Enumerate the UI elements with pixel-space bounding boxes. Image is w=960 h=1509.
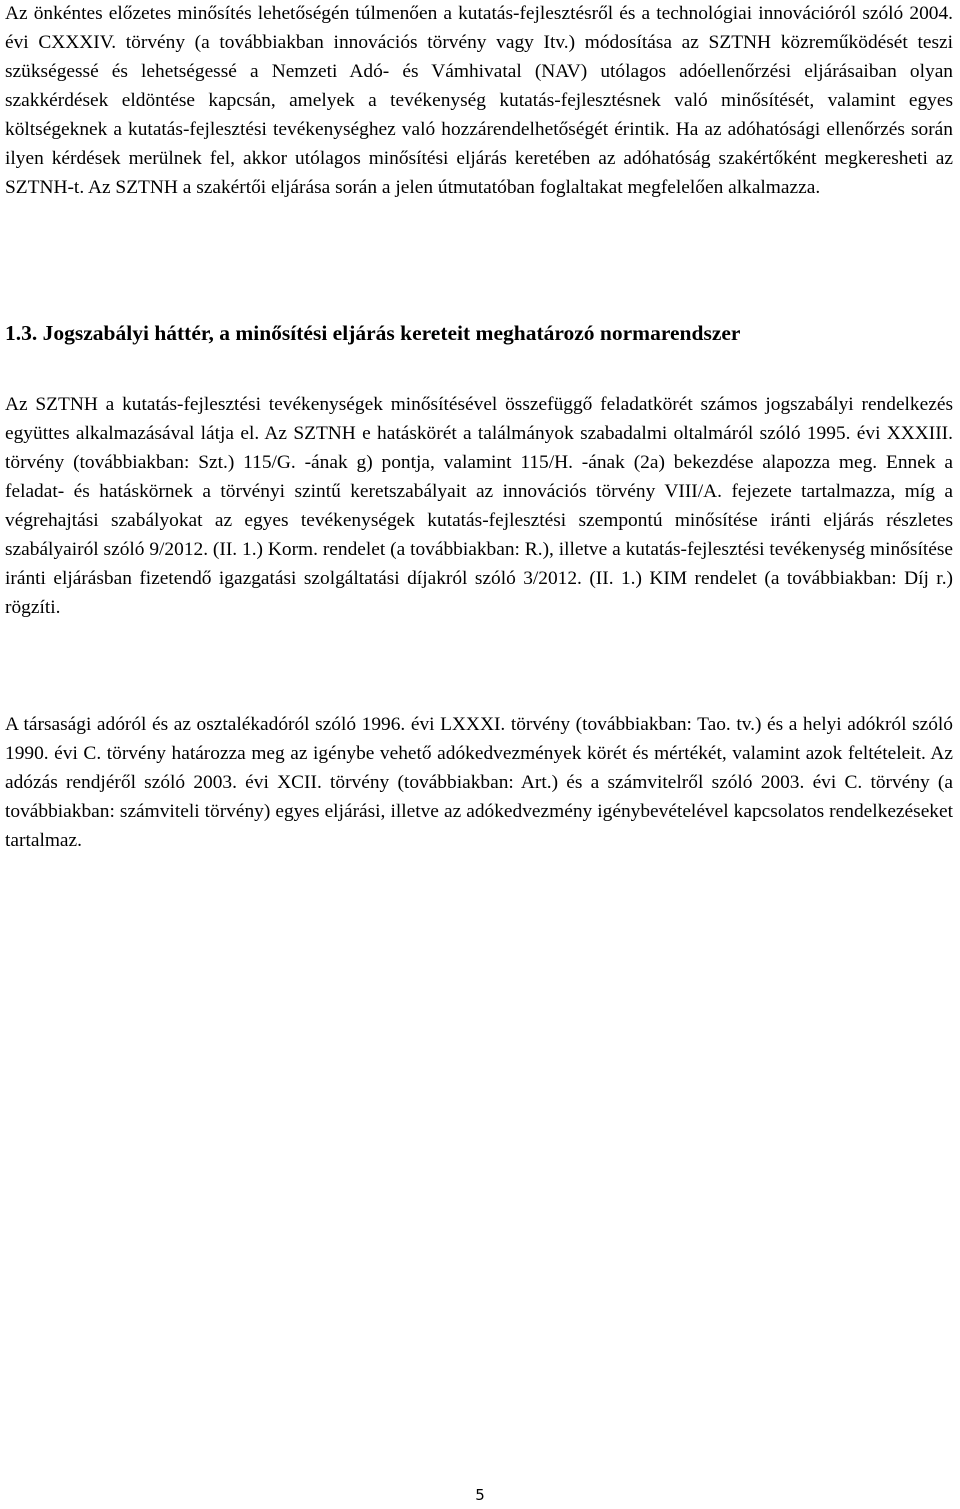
body-paragraph: Az SZTNH a kutatás-fejlesztési tevékenységek minősítésével összefüggő feladatkörét számos jogszabályi rendelkezés együttes alkalmazásával látja el. Az SZTNH e hatáskörét a találmányok szabadalmi oltalmáról szóló 1995. évi XXXIII. törvény (továbbiakban: Szt.) 115/G. -ának g) pontja, valamint 115/H. -ának (2a) bekezdése alapozza meg. Ennek a feladat- és hatáskörnek a törvényi szintű keretszabályait az innovációs törvény VIII/A. fejezete tartalmazza, míg a végrehajtási szabályokat az egyes tevékenységek kutatás-fejlesztési szempontú minősítése iránti eljárás részletes szabályairól szóló 9/2012. (II. 1.) Korm. rendelet (a továbbiakban: R.), illetve a kutatás-fejlesztési tevékenység minősítése iránti eljárásban fizetendő igazgatási szolgáltatási díjakról szóló 3/2012. (II. 1.) KIM rendelet (a továbbiakban: Díj r.) rögzíti. bbox=[5, 394, 953, 618]
section-heading: 1.3. Jogszabályi háttér, a minősítési eljárás kereteit meghatározó normarendszer bbox=[5, 321, 741, 345]
body-paragraph: A társasági adóról és az osztalékadóról szóló 1996. évi LXXXI. törvény (továbbiakban: Tao. tv.) és a helyi adókról szóló 1990. évi C. törvény határozza meg az igénybe vehető adókedvezmények körét és mértékét, valamint azok feltételeit. Az adózás rendjéről szóló 2003. évi XCII. törvény (továbbiakban: Art.) és a számvitelről szóló 2003. évi C. törvény (a továbbiakban: számviteli törvény) egyes eljárási, illetve az adókedvezmény igénybevételével kapcsolatos rendelkezéseket tartalmaz. bbox=[5, 714, 953, 851]
page-number: 5 bbox=[475, 1486, 485, 1504]
body-paragraph: Az önkéntes előzetes minősítés lehetőségén túlmenően a kutatás-fejlesztésről és a technológiai innovációról szóló 2004. évi CXXXIV. törvény (a továbbiakban innovációs törvény vagy Itv.) módosítása az SZTNH közreműködését teszi szükségessé és lehetségessé a Nemzeti Adó- és Vámhivatal (NAV) utólagos adóellenőrzési eljárásaiban olyan szakkérdések eldöntése kapcsán, amelyek a tevékenység kutatás-fejlesztésnek való minősítését, valamint egyes költségeknek a kutatás-fejlesztési tevékenységhez való hozzárendelhetőségét érintik. Ha az adóhatósági ellenőrzés során ilyen kérdések merülnek fel, akkor utólagos minősítési eljárás keretében az adóhatóság szakértőként megkeresheti az SZTNH-t. Az SZTNH a szakértői eljárása során a jelen útmutatóban foglaltakat megfelelően alkalmazza. bbox=[5, 3, 953, 198]
